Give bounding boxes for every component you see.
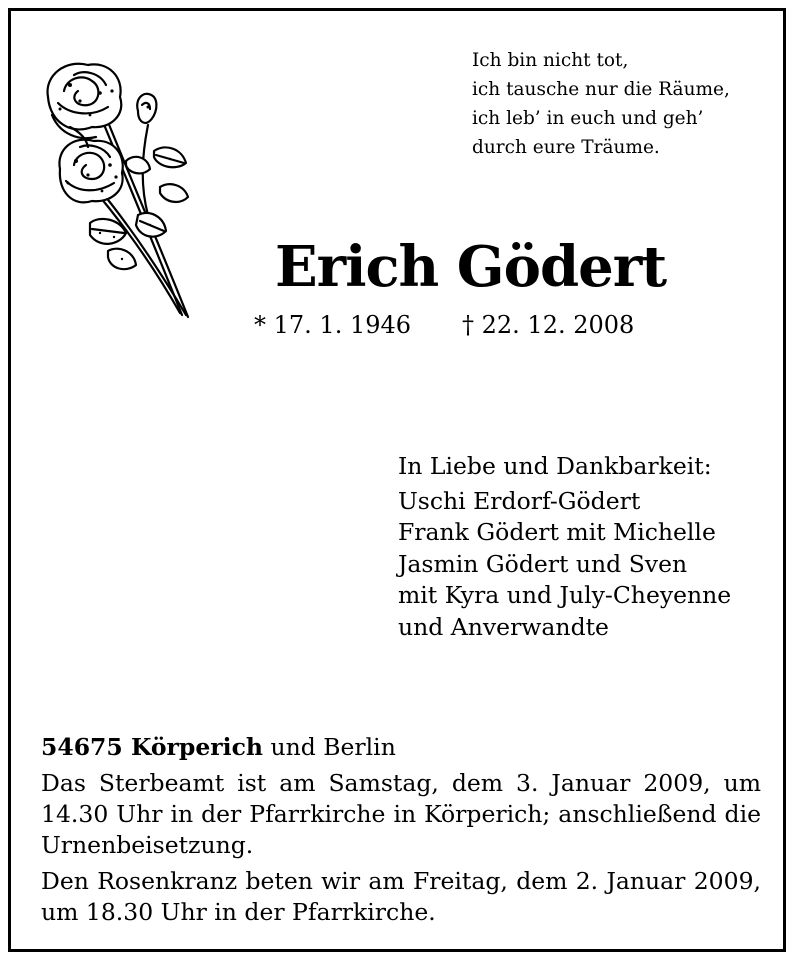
mourner-name: Jasmin Gödert und Sven — [398, 549, 688, 578]
funeral-details — [41, 732, 761, 933]
quote-line: ich tausche nur die Räume, — [472, 79, 730, 100]
rose-illustration — [30, 45, 215, 330]
death-date: † 22. 12. 2008 — [462, 311, 635, 339]
place-line — [41, 732, 761, 763]
birth-date: * 17. 1. 1946 — [254, 311, 412, 339]
quote-line: ich leb’ in euch und geh’ — [472, 108, 704, 129]
place-postcode-town: 54675 Körperich — [41, 733, 263, 761]
rosary-info: Den Rosenkranz beten wir am Freitag, dem 2. Januar 2009, um 18.30 Uhr in der Pfarrkirche. — [41, 867, 761, 926]
quote-line: Ich bin nicht tot, — [472, 50, 629, 71]
mourners-list — [398, 451, 731, 643]
service-info: Das Sterbeamt ist am Samstag, dem 3. Januar 2009, um 14.30 Uhr in der Pfarrkirche in Körperich; anschließend die Urnenbeisetzung. — [41, 769, 761, 859]
mourner-name: Uschi Erdorf-Gödert — [398, 486, 641, 515]
mourner-name: mit Kyra und July-Cheyenne — [398, 581, 732, 609]
deceased-name: Erich Gödert — [275, 234, 667, 300]
mourners-intro: In Liebe und Dankbarkeit: — [398, 452, 712, 480]
quote-line: durch eure Träume. — [472, 137, 660, 158]
mourner-name: und Anverwandte — [398, 612, 609, 641]
memorial-quote — [472, 46, 730, 162]
place-rest: und Berlin — [263, 733, 396, 761]
mourner-name: Frank Gödert mit Michelle — [398, 518, 716, 546]
